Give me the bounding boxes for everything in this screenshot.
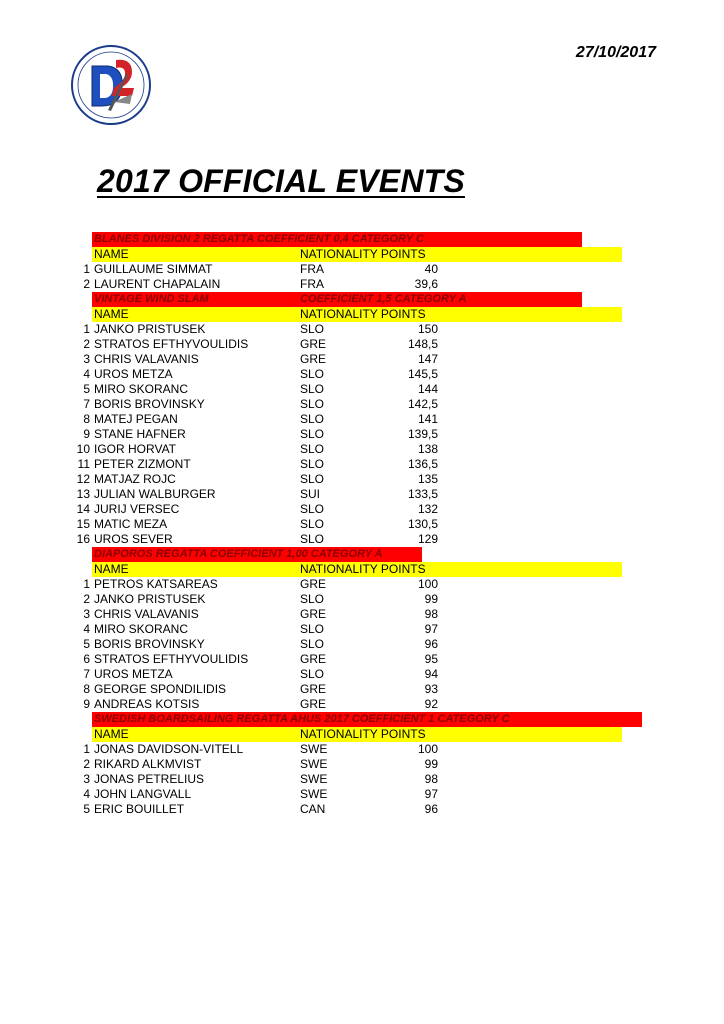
row-nationality: SLO [300, 322, 325, 336]
row-nationality: SLO [300, 532, 325, 546]
row-nationality: SLO [300, 367, 325, 381]
event-coefficient: COEFFICIENT 1,5 CATEGORY A [300, 293, 467, 305]
table-row [72, 682, 592, 697]
row-nationality: GRE [300, 682, 327, 696]
row-rank: 13 [76, 487, 90, 501]
row-nationality: GRE [300, 607, 327, 621]
row-name: ANDREAS KOTSIS [94, 697, 200, 711]
row-nationality: SLO [300, 667, 325, 681]
row-name: STRATOS EFTHYVOULIDIS [94, 337, 249, 351]
row-name: PETER ZIZMONT [94, 457, 191, 471]
row-name: MATJAZ ROJC [94, 472, 176, 486]
row-points: 144 [417, 382, 438, 396]
row-rank: 1 [83, 577, 90, 591]
row-points: 100 [417, 742, 438, 756]
row-points: 96 [424, 802, 438, 816]
row-name: MATIC MEZA [94, 517, 168, 531]
row-points: 129 [417, 532, 438, 546]
row-name: CHRIS VALAVANIS [94, 352, 199, 366]
row-points: 98 [424, 607, 438, 621]
row-rank: 10 [76, 442, 90, 456]
row-rank: 2 [83, 592, 90, 606]
row-points: 136,5 [407, 457, 438, 471]
table-row [72, 442, 592, 457]
row-rank: 1 [83, 262, 90, 276]
row-rank: 16 [76, 532, 90, 546]
row-name: LAURENT CHAPALAIN [94, 277, 221, 291]
column-header [72, 727, 592, 742]
table-row [72, 697, 592, 712]
table-row [72, 667, 592, 682]
row-name: UROS METZA [94, 667, 173, 681]
row-nationality: SLO [300, 592, 325, 606]
column-header [72, 562, 592, 577]
table-row [72, 637, 592, 652]
row-rank: 12 [76, 472, 90, 486]
row-points: 139,5 [407, 427, 438, 441]
row-nationality: SWE [300, 772, 328, 786]
row-points: 141 [417, 412, 438, 426]
row-rank: 15 [76, 517, 90, 531]
row-points: 100 [417, 577, 438, 591]
row-name: MATEJ PEGAN [94, 412, 178, 426]
event-title: SWEDISH BOARDSAILING REGATTA AHUS 2017 COEFFICIENT 1 CATEGORY C [94, 713, 510, 725]
row-points: 40 [424, 262, 438, 276]
row-rank: 11 [77, 457, 90, 471]
row-nationality: SLO [300, 412, 325, 426]
row-points: 92 [424, 697, 438, 711]
table-row [72, 802, 592, 817]
row-name: ERIC BOUILLET [94, 802, 185, 816]
table-row [72, 457, 592, 472]
row-points: 147 [417, 352, 438, 366]
row-name: BORIS BROVINSKY [94, 637, 205, 651]
column-name: NAME [94, 307, 129, 321]
row-name: BORIS BROVINSKY [94, 397, 205, 411]
column-header [72, 247, 592, 262]
row-points: 98 [424, 772, 438, 786]
row-rank: 9 [83, 427, 90, 441]
row-rank: 6 [83, 652, 90, 666]
row-rank: 7 [83, 397, 90, 411]
column-nationality-points: NATIONALITY POINTS [300, 562, 426, 576]
row-name: JANKO PRISTUSEK [94, 322, 206, 336]
row-nationality: SUI [300, 487, 321, 501]
row-rank: 5 [83, 637, 90, 651]
table-row [72, 772, 592, 787]
row-points: 99 [424, 757, 438, 771]
row-name: UROS SEVER [94, 532, 173, 546]
row-name: IGOR HORVAT [94, 442, 177, 456]
row-rank: 14 [76, 502, 90, 516]
row-points: 145,5 [407, 367, 438, 381]
row-points: 133,5 [407, 487, 438, 501]
row-nationality: SWE [300, 757, 328, 771]
row-rank: 2 [83, 757, 90, 771]
row-name: GUILLAUME SIMMAT [94, 262, 213, 276]
row-name: MIRO SKORANC [94, 622, 189, 636]
row-points: 150 [417, 322, 438, 336]
table-row [72, 352, 592, 367]
row-nationality: GRE [300, 652, 327, 666]
table-row [72, 577, 592, 592]
table-row [72, 277, 592, 292]
column-nationality-points: NATIONALITY POINTS [300, 247, 426, 261]
row-nationality: FRA [300, 277, 324, 291]
row-rank: 4 [83, 367, 90, 381]
row-nationality: SLO [300, 442, 325, 456]
row-nationality: SWE [300, 742, 328, 756]
table-row [72, 757, 592, 772]
table-row [72, 322, 592, 337]
table-row [72, 607, 592, 622]
row-nationality: SLO [300, 427, 325, 441]
event-header [72, 232, 592, 247]
row-name: JONAS DAVIDSON-VITELL [94, 742, 244, 756]
table-row [72, 532, 592, 547]
column-name: NAME [94, 727, 129, 741]
column-name: NAME [94, 562, 129, 576]
row-rank: 1 [83, 322, 90, 336]
row-nationality: SLO [300, 397, 325, 411]
row-nationality: SLO [300, 382, 325, 396]
column-nationality-points: NATIONALITY POINTS [300, 727, 426, 741]
row-points: 132 [417, 502, 438, 516]
column-nationality-points: NATIONALITY POINTS [300, 307, 426, 321]
row-name: PETROS KATSAREAS [94, 577, 218, 591]
row-nationality: SLO [300, 502, 325, 516]
row-name: JOHN LANGVALL [94, 787, 192, 801]
row-points: 93 [424, 682, 438, 696]
row-rank: 5 [83, 802, 90, 816]
row-name: JULIAN WALBURGER [94, 487, 216, 501]
row-name: STRATOS EFTHYVOULIDIS [94, 652, 249, 666]
row-rank: 1 [83, 742, 90, 756]
association-logo [70, 44, 152, 126]
row-points: 138 [417, 442, 438, 456]
table-row [72, 382, 592, 397]
row-nationality: SLO [300, 457, 325, 471]
page-title: 2017 OFFICIAL EVENTS [97, 163, 465, 199]
table-row [72, 397, 592, 412]
document-date: 27/10/2017 [575, 44, 656, 61]
row-points: 39,6 [414, 277, 438, 291]
row-nationality: FRA [300, 262, 324, 276]
table-row [72, 787, 592, 802]
table-row [72, 487, 592, 502]
row-rank: 4 [83, 787, 90, 801]
row-nationality: GRE [300, 697, 327, 711]
row-rank: 7 [83, 667, 90, 681]
row-points: 97 [424, 787, 438, 801]
row-name: JANKO PRISTUSEK [94, 592, 206, 606]
row-points: 95 [424, 652, 438, 666]
row-rank: 5 [83, 382, 90, 396]
row-rank: 3 [83, 352, 90, 366]
row-nationality: CAN [300, 802, 326, 816]
event-header [72, 712, 592, 727]
row-points: 97 [424, 622, 438, 636]
row-name: RIKARD ALKMVIST [94, 757, 202, 771]
row-rank: 8 [83, 682, 90, 696]
row-nationality: SLO [300, 637, 325, 651]
row-points: 148,5 [407, 337, 438, 351]
row-name: STANE HAFNER [94, 427, 186, 441]
row-nationality: GRE [300, 337, 327, 351]
row-points: 99 [424, 592, 438, 606]
table-row [72, 517, 592, 532]
event-header [72, 547, 592, 562]
table-row [72, 367, 592, 382]
row-points: 96 [424, 637, 438, 651]
row-name: JURIJ VERSEC [94, 502, 180, 516]
row-rank: 2 [83, 337, 90, 351]
row-nationality: SLO [300, 622, 325, 636]
event-title: DIAPOROS REGATTA COEFFICIENT 1,00 CATEGORY A [94, 548, 383, 560]
row-rank: 3 [83, 772, 90, 786]
row-name: UROS METZA [94, 367, 173, 381]
table-row [72, 592, 592, 607]
table-row [72, 427, 592, 442]
table-row [72, 652, 592, 667]
event-title: BLANES DIVISION 2 REGATTA COEFFICIENT 0,4 CATEGORY C [94, 233, 424, 245]
row-name: CHRIS VALAVANIS [94, 607, 199, 621]
table-row [72, 412, 592, 427]
row-points: 94 [424, 667, 438, 681]
row-name: GEORGE SPONDILIDIS [94, 682, 227, 696]
table-row [72, 622, 592, 637]
row-rank: 8 [83, 412, 90, 426]
table-row [72, 502, 592, 517]
row-name: MIRO SKORANC [94, 382, 189, 396]
table-row [72, 262, 592, 277]
row-rank: 2 [83, 277, 90, 291]
table-row [72, 742, 592, 757]
row-points: 130,5 [407, 517, 438, 531]
row-nationality: SLO [300, 472, 325, 486]
row-nationality: GRE [300, 577, 327, 591]
column-name: NAME [94, 247, 129, 261]
row-points: 135 [417, 472, 438, 486]
row-nationality: GRE [300, 352, 327, 366]
table-row [72, 472, 592, 487]
table-row [72, 337, 592, 352]
row-name: JONAS PETRELIUS [94, 772, 205, 786]
row-nationality: SWE [300, 787, 328, 801]
row-rank: 9 [83, 697, 90, 711]
row-rank: 3 [83, 607, 90, 621]
row-rank: 4 [83, 622, 90, 636]
events-table [72, 232, 592, 817]
event-title: VINTAGE WIND SLAM [94, 293, 209, 305]
column-header [72, 307, 592, 322]
row-nationality: SLO [300, 517, 325, 531]
event-header [72, 292, 592, 307]
row-points: 142,5 [407, 397, 438, 411]
